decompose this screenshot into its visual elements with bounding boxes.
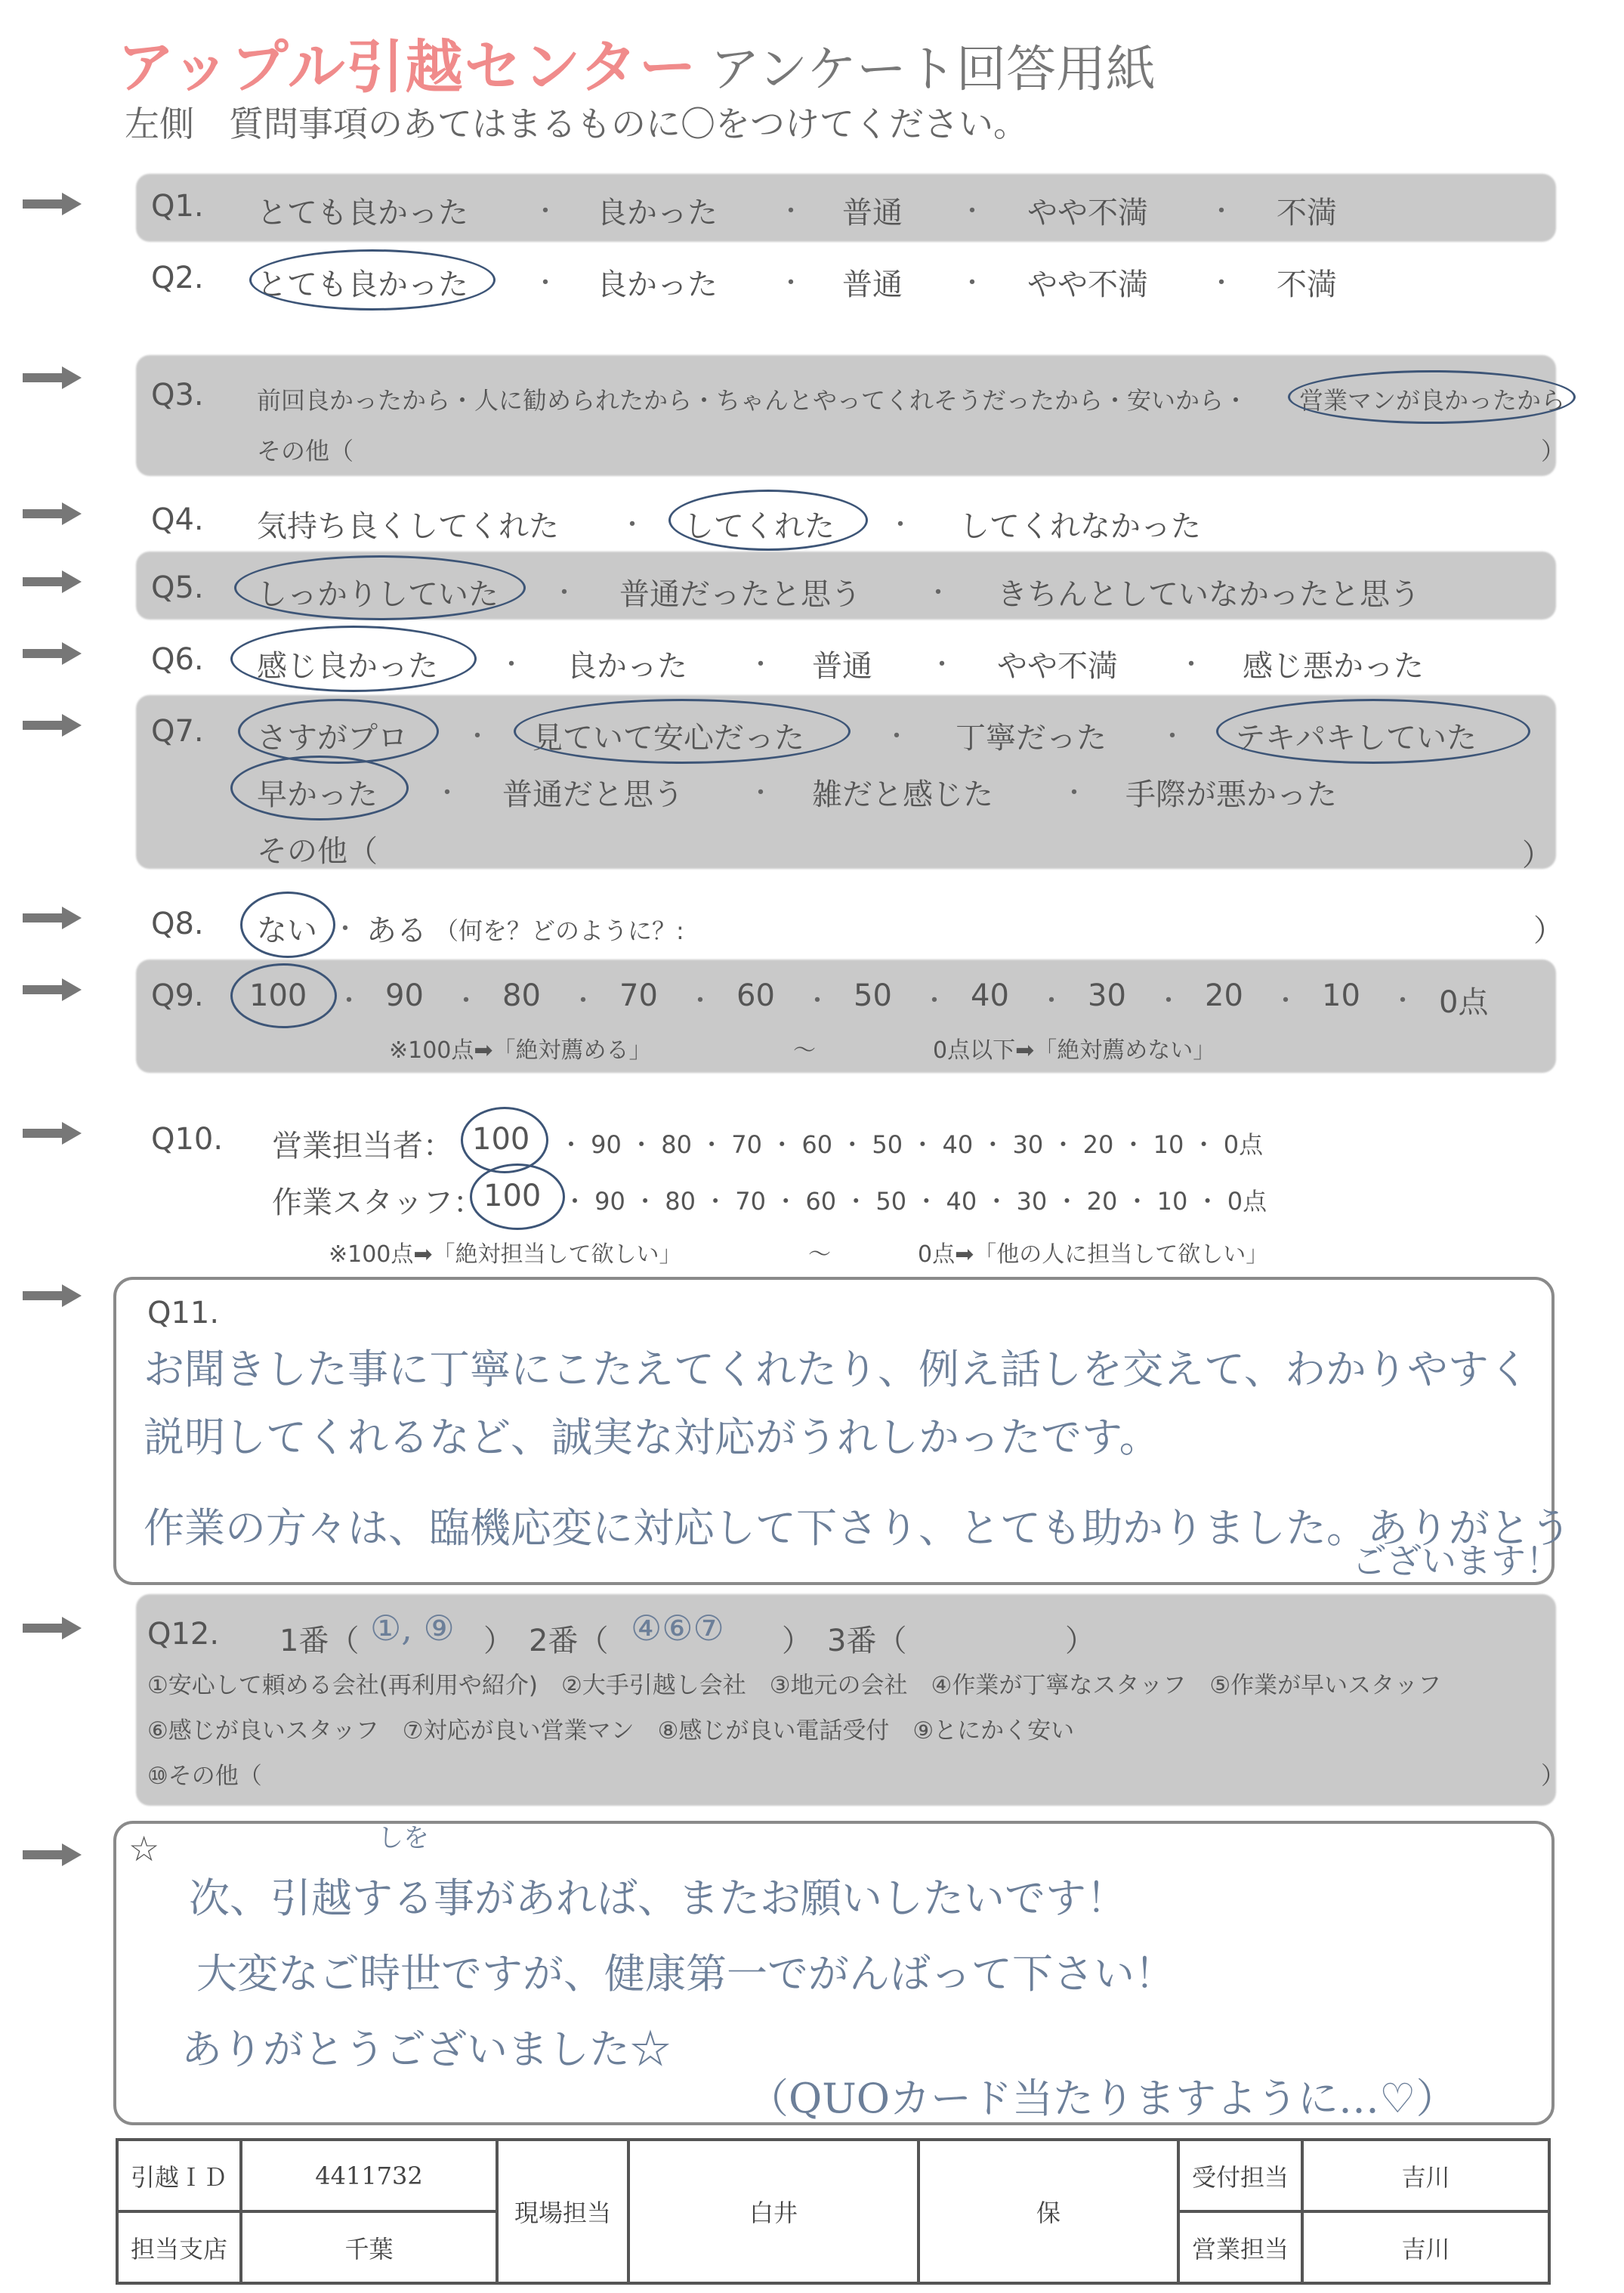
q6-option[interactable]: やや不満: [997, 649, 1118, 684]
q8-prompt[interactable]: （何を？どのように？:: [434, 916, 684, 945]
q9-score[interactable]: 60: [736, 978, 775, 1013]
comment-line: 大変なご時世ですが、健康第一でがんばって下さい！: [196, 1950, 1175, 1998]
q1-label: Q1.: [151, 189, 204, 224]
q9-note-low: 0点以下➡「絶対薦めない」: [933, 1037, 1216, 1064]
q12-label: Q12.: [147, 1617, 220, 1652]
q12-rank-2-value[interactable]: ④⑥⑦: [631, 1608, 724, 1649]
q6-option-selected[interactable]: 感じ良かった: [257, 649, 438, 684]
q6-option[interactable]: 普通: [812, 649, 872, 684]
q8-label: Q8.: [151, 907, 204, 941]
q2-option[interactable]: 不満: [1277, 267, 1337, 302]
selection-circle: [470, 1163, 565, 1230]
q1-option[interactable]: やや不満: [1027, 196, 1148, 230]
q9-score[interactable]: 0点: [1439, 985, 1489, 1020]
q1-option[interactable]: とても良かった: [257, 196, 468, 230]
q9-score[interactable]: 90: [385, 978, 424, 1013]
q5-option-selected[interactable]: しっかりしていた: [257, 577, 499, 612]
q5-label: Q5.: [151, 570, 204, 605]
q3-label: Q3.: [151, 378, 204, 413]
q7-other[interactable]: その他（: [257, 834, 378, 869]
q9-score[interactable]: 80: [502, 978, 541, 1013]
reception-label: 受付担当: [1178, 2140, 1302, 2211]
arrow-icon: [23, 907, 83, 929]
q12-rank-1-label: 1番（: [279, 1624, 360, 1658]
instruction-text: 左側 質問事項のあてはまるものに〇をつけてください。: [125, 104, 1028, 144]
site-label: 現場担当: [497, 2140, 628, 2283]
q11-label: Q11.: [147, 1296, 220, 1330]
q11-answer-line: 説明してくれるなど、誠実な対応がうれしかったです。: [144, 1414, 1160, 1461]
comment-line: （QUOカード当たりますように…♡）: [748, 2075, 1457, 2122]
q7-option[interactable]: 丁寧だった: [956, 721, 1107, 756]
q7-option-selected[interactable]: 早かった: [257, 777, 378, 812]
selection-circle: [230, 626, 477, 692]
q7-option[interactable]: 手際が悪かった: [1125, 777, 1337, 812]
q12-choices: ①安心して頼める会社(再利用や紹介) ②大手引越し会社 ③地元の会社 ④作業が丁寧なスタッフ ⑤作業が早いスタッフ: [147, 1672, 1442, 1699]
selection-circle: [240, 892, 335, 958]
q1-option[interactable]: 普通: [842, 196, 903, 230]
arrow-icon: [23, 1617, 83, 1639]
q10-note-low: 0点➡「他の人に担当して欲しい」: [918, 1241, 1269, 1268]
q7-label: Q7.: [151, 714, 204, 749]
branch-label: 担当支店: [117, 2211, 241, 2283]
selection-circle: [461, 1107, 548, 1173]
q2-option[interactable]: 普通: [842, 267, 903, 302]
footer-table: [116, 2138, 1551, 2285]
q2-option-selected[interactable]: とても良かった: [257, 267, 468, 302]
id-value[interactable]: 4411732: [241, 2140, 497, 2211]
arrow-icon: [23, 714, 83, 737]
site-value-1[interactable]: 白井: [628, 2140, 919, 2283]
q9-label: Q9.: [151, 978, 204, 1013]
selection-circle: [514, 699, 851, 764]
q8-option-selected[interactable]: ない: [257, 913, 317, 948]
q9-score[interactable]: 50: [854, 978, 892, 1013]
q5-option[interactable]: 普通だったと思う: [619, 577, 861, 612]
q1-option[interactable]: 不満: [1277, 196, 1337, 230]
q9-score-selected[interactable]: 100: [249, 978, 307, 1013]
q9-score[interactable]: 70: [619, 978, 658, 1013]
q2-option[interactable]: やや不満: [1027, 267, 1148, 302]
q9-score[interactable]: 30: [1088, 978, 1126, 1013]
arrow-icon: [23, 1843, 83, 1866]
q10-staff-score-selected[interactable]: 100: [483, 1179, 542, 1213]
q6-label: Q6.: [151, 642, 204, 677]
sales-value[interactable]: 吉川: [1302, 2211, 1549, 2283]
comment-insertion: しを: [378, 1823, 429, 1853]
arrow-icon: [23, 642, 83, 665]
selection-circle: [230, 963, 337, 1028]
q7-option[interactable]: 雑だと感じた: [812, 777, 993, 812]
q3-options[interactable]: 前回良かったから・人に勧められたから・ちゃんとやってくれそうだったから・安いから・: [257, 386, 1249, 415]
q5-option[interactable]: きちんとしていなかったと思う: [997, 577, 1420, 612]
selection-circle: [249, 249, 496, 311]
arrow-icon: [23, 502, 83, 525]
selection-circle: [234, 555, 526, 620]
id-label: 引越ＩＤ: [117, 2140, 241, 2211]
branch-value[interactable]: 千葉: [241, 2211, 497, 2283]
brand-title: アップル引越センター: [117, 33, 698, 100]
q9-score[interactable]: 20: [1205, 978, 1243, 1013]
q11-answer-line: ございます！: [1352, 1541, 1561, 1581]
q10-staff-label: 作業スタッフ：: [272, 1185, 483, 1220]
q9-note-high: ※100点➡「絶対薦める」: [389, 1037, 652, 1064]
q4-option[interactable]: 気持ち良くしてくれた: [257, 509, 559, 544]
selection-circle: [238, 699, 439, 764]
q9-score[interactable]: 40: [971, 978, 1009, 1013]
arrow-icon: [23, 366, 83, 389]
q7-option[interactable]: 普通だと思う: [502, 777, 684, 812]
q4-label: Q4.: [151, 502, 204, 537]
form-title: アンケート回答用紙: [710, 40, 1156, 98]
selection-circle: [1288, 370, 1576, 424]
selection-circle: [230, 756, 409, 820]
comment-line: ありがとうございました☆: [181, 2026, 671, 2073]
arrow-icon: [23, 1284, 83, 1307]
q6-option[interactable]: 良かった: [567, 649, 687, 684]
q2-option[interactable]: 良かった: [597, 267, 718, 302]
q12-other[interactable]: ⑩その他（: [147, 1763, 262, 1790]
q1-option[interactable]: 良かった: [597, 196, 718, 230]
arrow-icon: [23, 570, 83, 593]
q10-label: Q10.: [151, 1122, 224, 1157]
q10-sales-label: 営業担当者：: [272, 1129, 453, 1163]
q9-score[interactable]: 10: [1322, 978, 1360, 1013]
q7-option-selected[interactable]: 見ていて安心だった: [533, 721, 804, 756]
q12-rank-2-label: ） 2番（: [483, 1624, 609, 1658]
q10-staff-scores[interactable]: ・ 90 ・ 80 ・ 70 ・ 60 ・ 50 ・ 40 ・ 30 ・ 20 ・ 10 ・ 0点: [563, 1187, 1267, 1216]
arrow-icon: [23, 1122, 83, 1145]
q2-label: Q2.: [151, 261, 204, 295]
q3-option-selected[interactable]: 営業マンが良かったから: [1299, 386, 1566, 415]
q12-choices: ⑥感じが良いスタッフ ⑦対応が良い営業マン ⑧感じが良い電話受付 ⑨とにかく安い: [147, 1717, 1075, 1744]
q10-sales-score-selected[interactable]: 100: [472, 1122, 530, 1157]
q10-sales-scores[interactable]: ・ 90 ・ 80 ・ 70 ・ 60 ・ 50 ・ 40 ・ 30 ・ 20 ・ 10 ・ 0点: [559, 1130, 1264, 1159]
q6-option[interactable]: 感じ悪かった: [1243, 649, 1424, 684]
selection-circle: [668, 490, 868, 551]
q3-other[interactable]: その他（: [257, 437, 354, 465]
q12-rank-1-value[interactable]: ①, ⑨: [370, 1608, 455, 1649]
q10-note-high: ※100点➡「絶対担当して欲しい」: [329, 1241, 682, 1268]
sales-label: 営業担当: [1178, 2211, 1302, 2283]
q4-option[interactable]: してくれなかった: [959, 509, 1201, 544]
star-icon: ☆: [128, 1828, 160, 1869]
q8-option[interactable]: ある: [366, 913, 427, 948]
q7-option-selected[interactable]: テキパキしていた: [1235, 721, 1477, 756]
q4-option-selected[interactable]: してくれた: [684, 509, 835, 544]
arrow-icon: [23, 193, 83, 215]
q11-answer-line: お聞きした事に丁寧にこたえてくれたり、例え話しを交えて、わかりやすく: [144, 1346, 1530, 1393]
q7-option-selected[interactable]: さすがプロ: [257, 721, 408, 756]
reception-value[interactable]: 吉川: [1302, 2140, 1549, 2211]
q12-rank-3-label: ） 3番（: [782, 1624, 907, 1658]
q11-answer-line: 作業の方々は、臨機応変に対応して下さり、とても助かりました。ありがとう: [144, 1504, 1571, 1552]
site-value-2[interactable]: 保: [919, 2140, 1178, 2283]
comment-line: 次、引越する事があれば、またお願いしたいです！: [189, 1874, 1127, 1922]
selection-circle: [1216, 699, 1530, 764]
arrow-icon: [23, 978, 83, 1001]
